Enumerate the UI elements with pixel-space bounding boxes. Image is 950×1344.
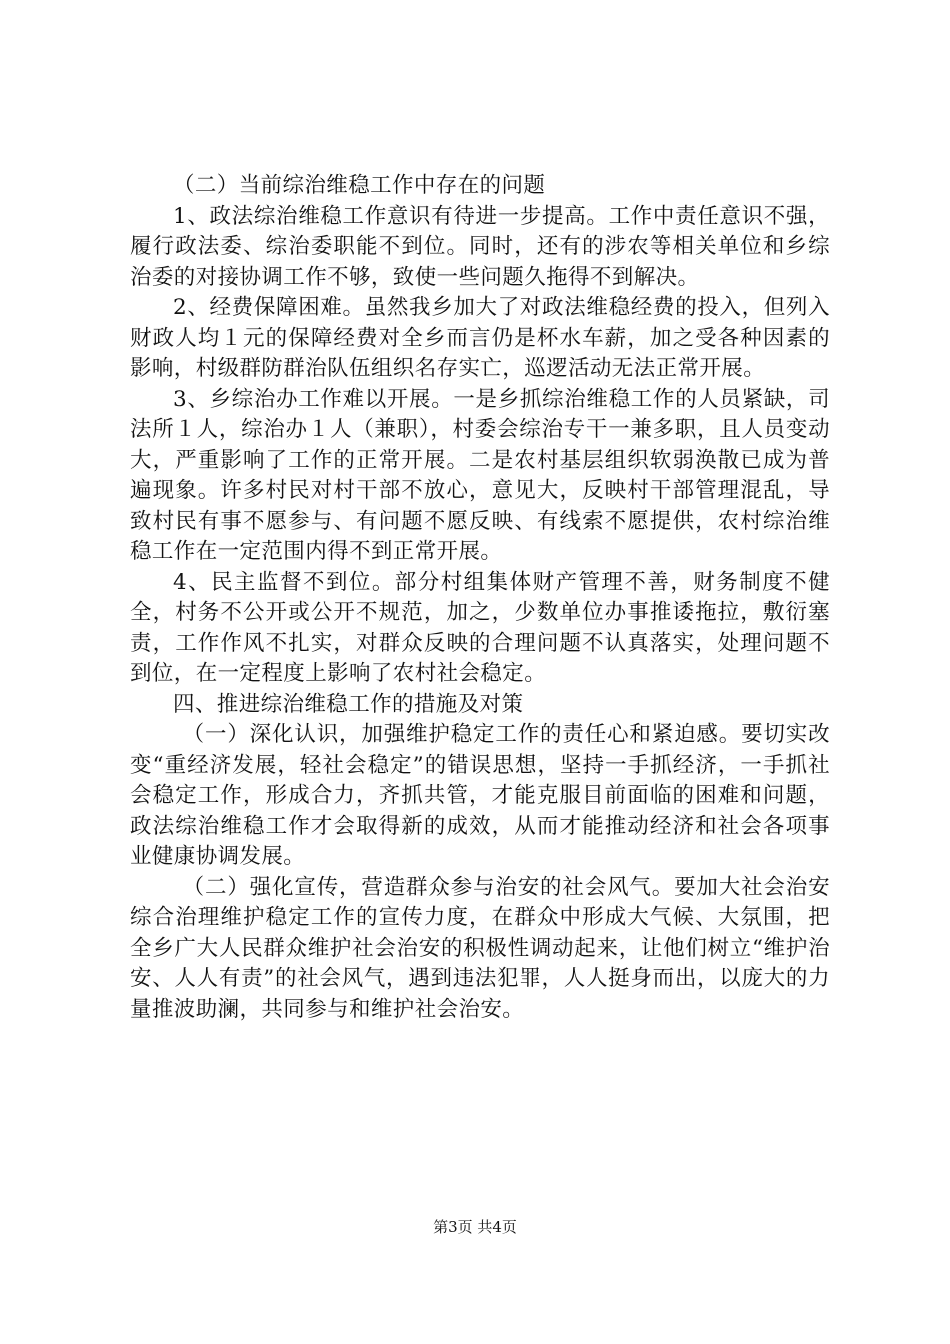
paragraph-problem-3: 3、乡综治办工作难以开展。一是乡抓综治维稳工作的人员紧缺，司法所１人，综治办１人（兼职），村委会综治专干一兼多职，且人员变动大，严重影响了工作的正常开展。二是农村基层组织软弱涣散已成为普遍现象。许多村民对村干部不放心，意见大，反映村干部管理混乱，导致村民有事不愿参与、有问题不愿反映、有线索不愿提供，农村综治维稳工作在一定范围内得不到正常开展。 <box>130 386 830 564</box>
section-heading-measures: 四、推进综治维稳工作的措施及对策 <box>173 691 524 717</box>
paragraph-problem-2: 2、经费保障困难。虽然我乡加大了对政法维稳经费的投入，但列入财政人均１元的保障经费对全乡而言仍是杯水车薪，加之受各种因素的影响，村级群防群治队伍组织名存实亡，巡逻活动无法正常开展。 <box>130 295 830 381</box>
page-footer: 第3页 共4页 <box>433 1218 517 1236</box>
document-body <box>130 171 830 1025</box>
paragraph-measure-2: （二）强化宣传，营造群众参与治安的社会风气。要加大社会治安综合治理维护稳定工作的宣传力度，在群众中形成大气候、大氛围，把全乡广大人民群众维护社会治安的积极性调动起来，让他们树立“维护治安、人人有责”的社会风气，遇到违法犯罪，人人挺身而出，以庞大的力量推波助澜，共同参与和维护社会治安。 <box>130 874 830 1022</box>
paragraph-measure-1: （一）深化认识，加强维护稳定工作的责任心和紧迫感。要切实改变“重经济发展，轻社会稳定”的错误思想，坚持一手抓经济，一手抓社会稳定工作，形成合力，齐抓共管，才能克服目前面临的困难和问题，政法综治维稳工作才会取得新的成效，从而才能推动经济和社会各项事业健康协调发展。 <box>130 722 830 869</box>
paragraph-problem-1: 1、政法综治维稳工作意识有待进一步提高。工作中责任意识不强，履行政法委、综治委职能不到位。同时，还有的涉农等相关单位和乡综治委的对接协调工作不够，致使一些问题久拖得不到解决。 <box>130 203 830 290</box>
section-heading-current-problems: （二）当前综治维稳工作中存在的问题 <box>173 173 546 198</box>
paragraph-problem-4: 4、民主监督不到位。部分村组集体财产管理不善，财务制度不健全，村务不公开或公开不规范，加之，少数单位办事推诿拖拉，敷衍塞责，工作作风不扎实，对群众反映的合理问题不认真落实，处理问题不到位，在一定程度上影响了农村社会稳定。 <box>130 569 830 686</box>
